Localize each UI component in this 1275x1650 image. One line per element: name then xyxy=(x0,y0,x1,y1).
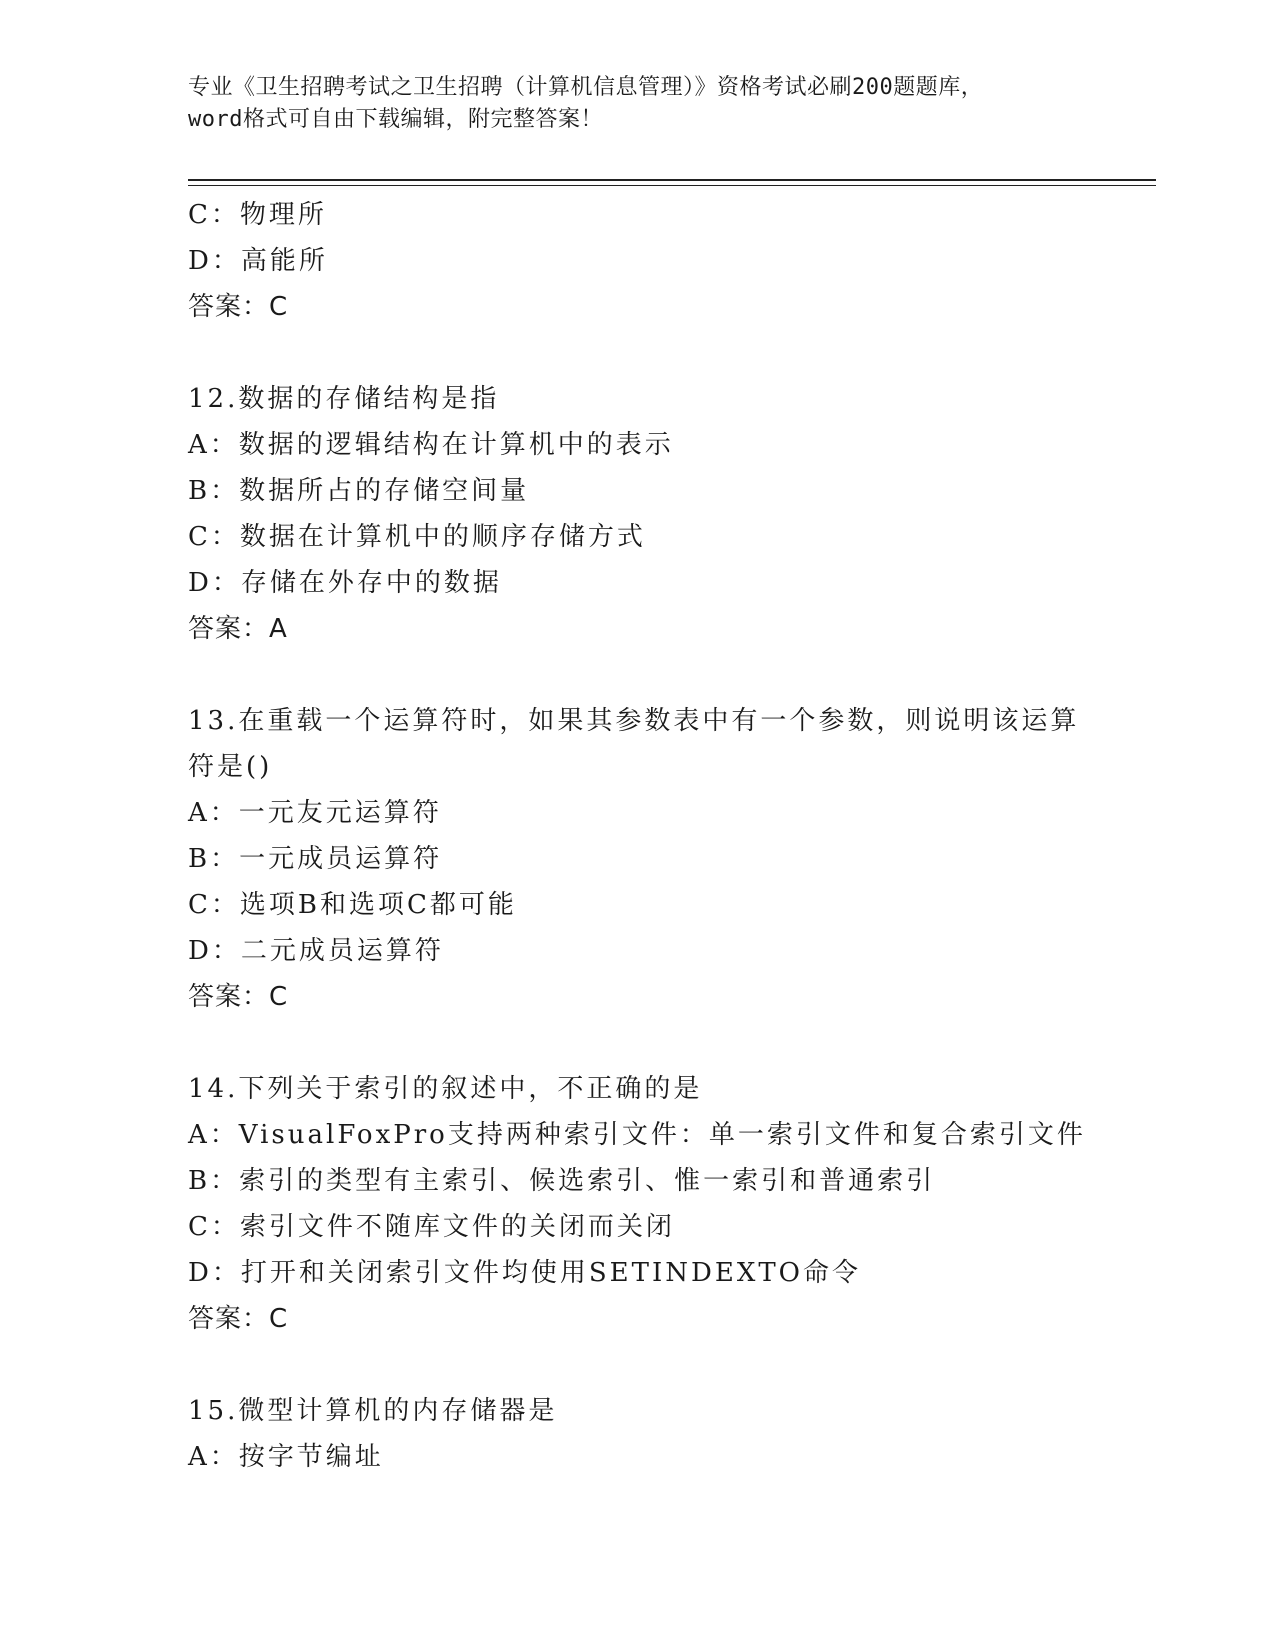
option-a: A：按字节编址 xyxy=(188,1442,384,1472)
question-spacer xyxy=(188,330,1088,376)
option-d: D：打开和关闭索引文件均使用SETINDEXTO命令 xyxy=(188,1258,861,1288)
question-title: 14.下列关于索引的叙述中，不正确的是 xyxy=(188,1074,703,1104)
question-list xyxy=(188,192,1088,1480)
option-b: B：索引的类型有主索引、候选索引、惟一索引和普通索引 xyxy=(188,1166,936,1196)
question-title-line-1: 13.在重载一个运算符时，如果其参数表中有一个参数，则说明该运算 xyxy=(188,706,1080,736)
question-spacer xyxy=(188,1342,1088,1388)
question-14 xyxy=(188,1066,1088,1342)
header-divider xyxy=(188,179,1156,186)
option-a: A：数据的逻辑结构在计算机中的表示 xyxy=(188,430,674,460)
question-15 xyxy=(188,1388,1088,1480)
option-b: B：一元成员运算符 xyxy=(188,844,443,874)
question-title: 12.数据的存储结构是指 xyxy=(188,384,500,414)
option-d: D：二元成员运算符 xyxy=(188,936,444,966)
option-b: B：数据所占的存储空间量 xyxy=(188,476,530,506)
option-a: A：VisualFoxPro支持两种索引文件：单一索引文件和复合索引文件 xyxy=(188,1120,1086,1150)
header-title-line-1: 专业《卫生招聘考试之卫生招聘（计算机信息管理）》资格考试必刷200题题库， xyxy=(188,75,984,100)
question-13 xyxy=(188,698,1088,1020)
option-d: D：存储在外存中的数据 xyxy=(188,568,502,598)
option-c: C：选项B和选项C都可能 xyxy=(188,890,517,920)
question-title-line-2: 符是() xyxy=(188,752,273,782)
option-c: C：物理所 xyxy=(188,200,327,230)
option-d: D：高能所 xyxy=(188,246,328,276)
option-a: A：一元友元运算符 xyxy=(188,798,442,828)
question-12 xyxy=(188,376,1088,652)
option-c: C：数据在计算机中的顺序存储方式 xyxy=(188,522,646,552)
document-header xyxy=(188,72,1088,136)
question-spacer xyxy=(188,652,1088,698)
answer-line: 答案：C xyxy=(188,1304,289,1334)
option-c: C：索引文件不随库文件的关闭而关闭 xyxy=(188,1212,675,1242)
question-11-continued xyxy=(188,192,1088,330)
question-spacer xyxy=(188,1020,1088,1066)
question-title: 15.微型计算机的内存储器是 xyxy=(188,1396,558,1426)
answer-line: 答案：A xyxy=(188,614,288,644)
answer-line: 答案：C xyxy=(188,292,289,322)
header-title-line-2: word格式可自由下载编辑，附完整答案！ xyxy=(188,107,603,132)
answer-line: 答案：C xyxy=(188,982,289,1012)
